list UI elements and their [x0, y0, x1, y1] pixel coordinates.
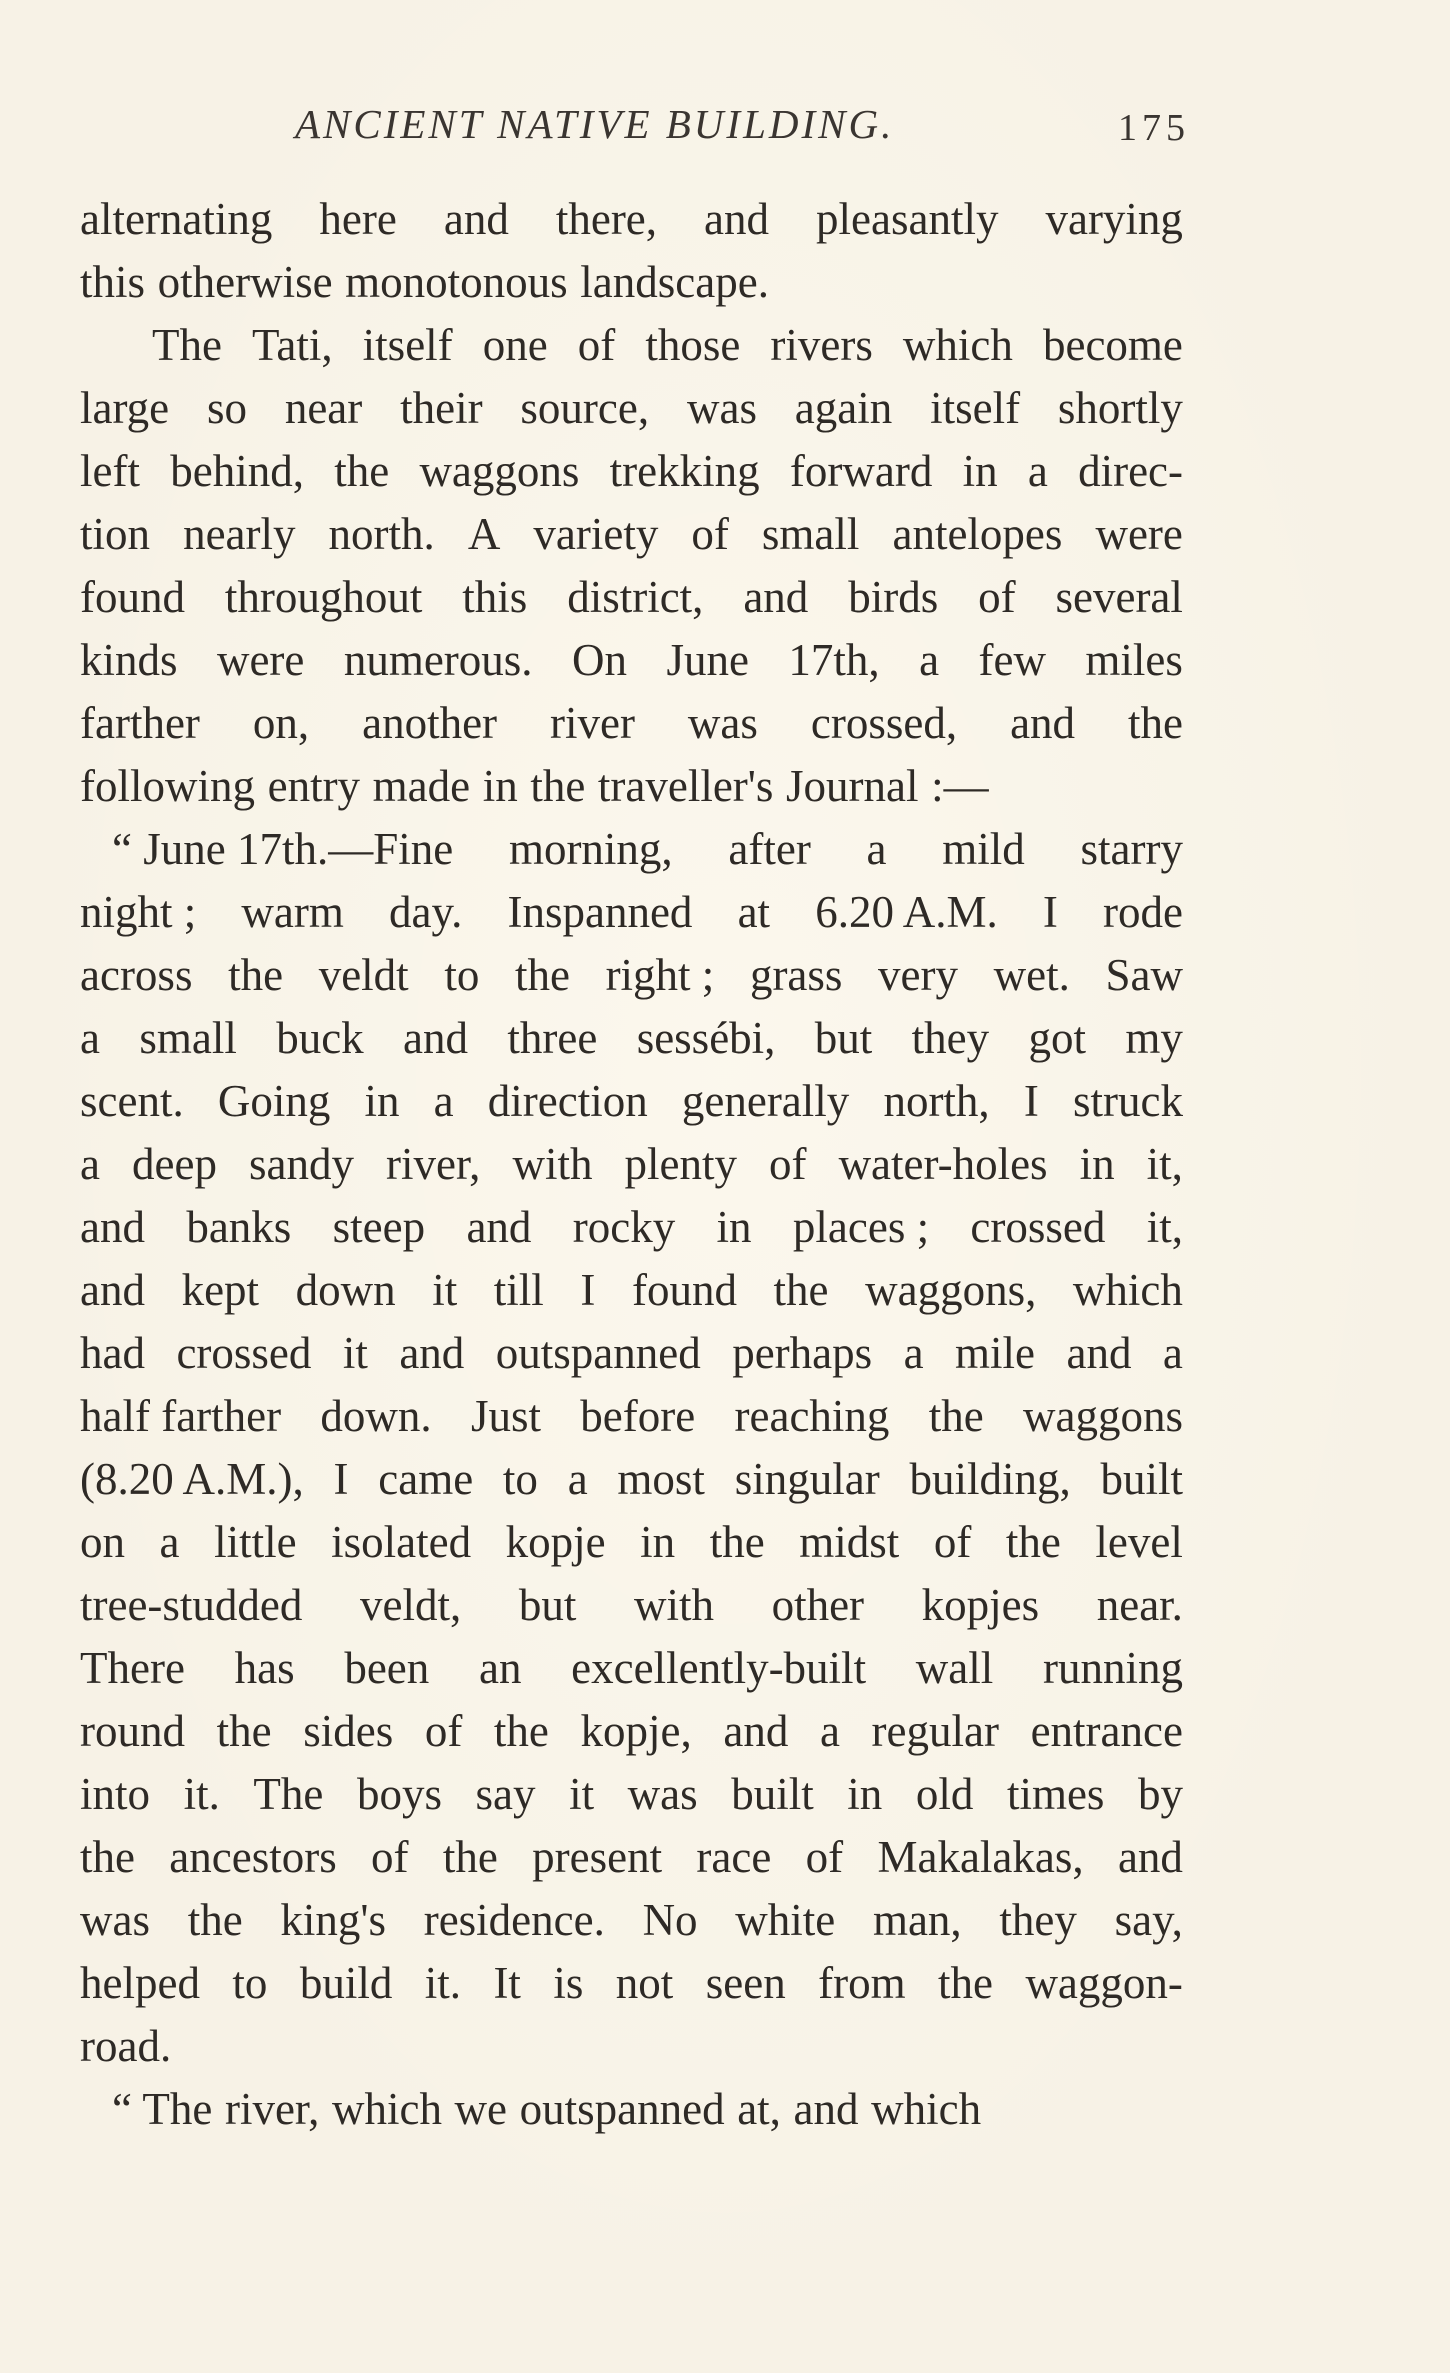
text-word: the [1005, 1517, 1061, 1567]
text-word: round [80, 1706, 185, 1756]
text-word: source, [520, 383, 650, 433]
text-word: On [572, 635, 627, 685]
text-word: forward [789, 446, 933, 496]
text-word: which [331, 2084, 442, 2134]
text-word: waggons [419, 446, 580, 496]
text-line [80, 566, 1183, 629]
text-word: antelopes [892, 509, 1063, 559]
text-word: it. [424, 1958, 462, 2008]
text-word: mile [955, 1328, 1036, 1378]
text-word: north. [328, 509, 435, 559]
running-head-title: ANCIENT NATIVE BUILDING. [295, 101, 895, 147]
text-word: tree-studded [80, 1580, 303, 1630]
text-word: following [80, 761, 255, 811]
text-word: kopjes [921, 1580, 1040, 1630]
text-word: the [773, 1265, 829, 1315]
text-word: kinds [80, 635, 178, 685]
text-word: made [372, 761, 471, 811]
text-word: right ; [605, 950, 715, 1000]
text-word: waggons, [865, 1265, 1037, 1315]
text-word: starry [1080, 824, 1183, 874]
text-word: those [645, 320, 741, 370]
text-word: perhaps [732, 1328, 873, 1378]
text-word: boys [356, 1769, 442, 1819]
text-word: regular [871, 1706, 999, 1756]
text-word: had [80, 1328, 145, 1378]
text-word: behind, [170, 446, 304, 496]
text-word: trekking [609, 446, 760, 496]
text-line [80, 944, 1183, 1007]
text-word: was [627, 1769, 698, 1819]
text-word: river, [224, 2084, 320, 2134]
text-word: their [400, 383, 483, 433]
text-word: crossed [176, 1328, 312, 1378]
text-word: helped [80, 1958, 200, 2008]
text-word: into [80, 1769, 151, 1819]
text-word: varying [1045, 194, 1183, 244]
text-word: most [617, 1454, 705, 1504]
text-word: district, [567, 572, 704, 622]
text-word: and [466, 1202, 532, 1252]
text-word: say [475, 1769, 536, 1819]
text-word: but [814, 1013, 873, 1063]
text-word: banks [186, 1202, 292, 1252]
text-word: north, [883, 1076, 990, 1126]
text-word: the [334, 446, 390, 496]
text-line [80, 1952, 1183, 2015]
text-word: here [319, 194, 397, 244]
text-word: found [631, 1265, 737, 1315]
text-word: kopje, [580, 1706, 692, 1756]
text-word: Going [217, 1076, 331, 1126]
text-word: the [514, 950, 570, 1000]
text-word: It [493, 1958, 521, 2008]
text-word: tion [80, 509, 151, 559]
text-line [80, 1133, 1183, 1196]
text-word: morning, [508, 824, 673, 874]
text-word: running [1042, 1643, 1183, 1693]
text-word: in [962, 446, 998, 496]
text-word: Saw [1105, 950, 1183, 1000]
text-word: outspanned [519, 2084, 725, 2134]
text-word: the [928, 1391, 984, 1441]
text-word: itself [362, 320, 453, 370]
text-word: rivers [770, 320, 873, 370]
text-word: in [1079, 1139, 1115, 1189]
text-word: numerous. [343, 635, 533, 685]
text-word: of [933, 1517, 972, 1567]
text-word: reaching [734, 1391, 890, 1441]
text-line [80, 1763, 1183, 1826]
text-word: kopje [505, 1517, 606, 1567]
text-word: Just [470, 1391, 541, 1441]
text-word: a [80, 1013, 100, 1063]
text-word: river, [386, 1139, 481, 1189]
text-word: the [938, 1958, 994, 2008]
text-word: down [295, 1265, 396, 1315]
text-word: three [507, 1013, 598, 1063]
text-word: to [502, 1454, 538, 1504]
text-word: came [378, 1454, 474, 1504]
text-word: it [342, 1328, 368, 1378]
text-word: man, [872, 1895, 962, 1945]
text-word: night ; [80, 887, 197, 937]
text-word: so [206, 383, 247, 433]
text-word: sides [303, 1706, 394, 1756]
text-line [80, 818, 1183, 881]
text-word: warm [241, 887, 344, 937]
text-word: plenty [624, 1139, 737, 1189]
text-word: become [1042, 320, 1183, 370]
text-word: before [580, 1391, 696, 1441]
text-word: Tati, [252, 320, 333, 370]
text-word: wall [915, 1643, 994, 1693]
text-line [80, 440, 1183, 503]
text-word: mild [942, 824, 1025, 874]
text-word: found [80, 572, 185, 622]
text-line [80, 251, 1183, 314]
text-word: places ; [792, 1202, 930, 1252]
text-word: to [232, 1958, 268, 2008]
text-line [80, 188, 1183, 251]
text-line [80, 1322, 1183, 1385]
text-word: again [794, 383, 893, 433]
text-word: with [633, 1580, 714, 1630]
text-word: but [518, 1580, 577, 1630]
text-word: A [467, 509, 501, 559]
text-word: a [567, 1454, 588, 1504]
text-word: 6.20 A.M. [815, 887, 998, 937]
text-word: and [793, 2084, 859, 2134]
text-word: was [80, 1895, 150, 1945]
text-word: this [462, 572, 528, 622]
text-word: my [1125, 1013, 1183, 1063]
text-word: this [80, 257, 146, 307]
text-line [80, 1700, 1183, 1763]
text-word: kept [181, 1265, 260, 1315]
body-text [80, 188, 1183, 2141]
text-word: Inspanned [507, 887, 693, 937]
text-word: built [1100, 1454, 1183, 1504]
text-word: the [442, 1832, 498, 1882]
text-word: not [615, 1958, 674, 2008]
text-word: throughout [224, 572, 423, 622]
text-word: waggon- [1025, 1958, 1183, 2008]
text-line [80, 1007, 1183, 1070]
text-word: and [443, 194, 509, 244]
text-word: Makalakas, [877, 1832, 1084, 1882]
text-word: we [454, 2084, 508, 2134]
text-word: they [911, 1013, 990, 1063]
text-word: and [80, 1202, 145, 1252]
text-word: traveller's [597, 761, 774, 811]
text-word: a [159, 1517, 180, 1567]
text-word: it [432, 1265, 458, 1315]
text-line [80, 377, 1183, 440]
text-word: entrance [1030, 1706, 1183, 1756]
text-word: :— [931, 761, 989, 811]
text-word: the [709, 1517, 765, 1567]
text-word: large [80, 383, 170, 433]
text-word: and [399, 1328, 465, 1378]
text-word: the [530, 761, 586, 811]
text-word: veldt [318, 950, 409, 1000]
text-word: river [550, 698, 635, 748]
text-word: across [80, 950, 193, 1000]
text-word: which [1072, 1265, 1183, 1315]
text-word: The [152, 320, 222, 370]
text-word: the [493, 1706, 549, 1756]
text-word: excellently-built [571, 1643, 867, 1693]
text-word: it [569, 1769, 595, 1819]
text-word: and [1117, 1832, 1183, 1882]
text-word: grass [749, 950, 843, 1000]
text-word: a [819, 1706, 840, 1756]
text-word: ancestors [169, 1832, 337, 1882]
text-word: outspanned [495, 1328, 701, 1378]
text-word: veldt, [360, 1580, 462, 1630]
text-word: and [743, 572, 809, 622]
text-word: till [493, 1265, 544, 1315]
text-word: level [1095, 1517, 1183, 1567]
text-word: was [687, 698, 758, 748]
text-word: Journal [786, 761, 919, 811]
text-word: sandy [249, 1139, 354, 1189]
text-word: a [1027, 446, 1048, 496]
text-word: (8.20 A.M.), [80, 1454, 304, 1504]
text-word: times [1006, 1769, 1105, 1819]
text-word: at [737, 887, 771, 937]
text-word: rocky [572, 1202, 676, 1252]
text-word: and [80, 1265, 145, 1315]
text-word: birds [848, 572, 939, 622]
text-word: crossed, [810, 698, 958, 748]
text-word: and [1010, 698, 1076, 748]
text-word: day. [389, 887, 463, 937]
text-word: white [735, 1895, 836, 1945]
text-word: been [344, 1643, 430, 1693]
text-word: were [216, 635, 305, 685]
text-line [80, 2078, 1183, 2141]
text-word: 17th, [788, 635, 880, 685]
text-word: waggons [1023, 1391, 1183, 1441]
text-word: small [761, 509, 860, 559]
text-word: to [444, 950, 480, 1000]
text-word: of [805, 1832, 844, 1882]
text-word: built [731, 1769, 814, 1819]
text-word: several [1055, 572, 1183, 622]
text-line [80, 314, 1183, 377]
text-word: “ June 17th.—Fine [112, 824, 454, 874]
text-word: generally [681, 1076, 850, 1126]
text-word: from [818, 1958, 906, 2008]
text-word: building, [909, 1454, 1071, 1504]
text-word: near. [1096, 1580, 1183, 1630]
text-word: very [878, 950, 959, 1000]
running-head [80, 100, 1190, 160]
text-word: of [691, 509, 729, 559]
text-line [80, 881, 1183, 944]
text-line [80, 1448, 1183, 1511]
text-line [80, 755, 1183, 818]
text-word: I [1023, 1076, 1039, 1126]
text-word: half farther [80, 1391, 282, 1441]
text-word: June [666, 635, 749, 685]
text-word: race [696, 1832, 772, 1882]
text-word: a [433, 1076, 454, 1126]
text-word: road. [80, 2021, 172, 2071]
text-word: I [580, 1265, 596, 1315]
text-word: of [424, 1706, 463, 1756]
text-line [80, 629, 1183, 692]
text-word: the [187, 1895, 243, 1945]
text-word: of [978, 572, 1016, 622]
text-word: and [1066, 1328, 1132, 1378]
text-word: landscape. [580, 257, 769, 307]
text-word: a [80, 1139, 100, 1189]
text-word: got [1028, 1013, 1087, 1063]
text-line [80, 1511, 1183, 1574]
text-word: down. [320, 1391, 432, 1441]
text-word: was [686, 383, 757, 433]
text-word: wet. [993, 950, 1070, 1000]
text-line [80, 1259, 1183, 1322]
text-word: a [1162, 1328, 1183, 1378]
text-word: it, [1146, 1202, 1183, 1252]
text-word: “ The [112, 2084, 213, 2134]
text-word: a [919, 635, 940, 685]
text-word: rode [1103, 887, 1183, 937]
text-word: deep [132, 1139, 217, 1189]
text-word: struck [1072, 1076, 1183, 1126]
text-line [80, 1889, 1183, 1952]
text-word: residence. [423, 1895, 605, 1945]
text-word: were [1095, 509, 1183, 559]
text-word: near [284, 383, 363, 433]
text-line [80, 503, 1183, 566]
text-word: left [80, 446, 140, 496]
text-word: the [228, 950, 284, 1000]
text-word: and [723, 1706, 789, 1756]
text-word: is [553, 1958, 584, 2008]
text-word: of [577, 320, 616, 370]
text-word: an [478, 1643, 522, 1693]
text-word: and [704, 194, 770, 244]
text-word: by [1138, 1769, 1183, 1819]
text-word: in [847, 1769, 883, 1819]
text-word: midst [799, 1517, 900, 1567]
text-word: No [642, 1895, 698, 1945]
text-word: sessébi, [636, 1013, 776, 1063]
text-line [80, 692, 1183, 755]
text-word: The [253, 1769, 324, 1819]
text-word: in [482, 761, 518, 811]
text-word: at, [737, 2084, 781, 2134]
text-word: old [915, 1769, 974, 1819]
text-word: the [216, 1706, 272, 1756]
text-word: I [333, 1454, 349, 1504]
text-word: other [771, 1580, 865, 1630]
text-line [80, 1574, 1183, 1637]
text-word: the [80, 1832, 135, 1882]
text-word: with [512, 1139, 593, 1189]
text-word: a [903, 1328, 924, 1378]
text-word: isolated [331, 1517, 472, 1567]
text-word: entry [267, 761, 361, 811]
text-word: there, [555, 194, 658, 244]
text-line [80, 1637, 1183, 1700]
text-word: small [139, 1013, 237, 1063]
text-word: has [234, 1643, 295, 1693]
text-word: little [214, 1517, 297, 1567]
text-word: farther [80, 698, 200, 748]
text-word: of [371, 1832, 409, 1882]
page-number: 175 [1118, 107, 1190, 149]
text-word: after [728, 824, 811, 874]
text-line [80, 1196, 1183, 1259]
text-word: There [80, 1643, 185, 1693]
text-word: in [640, 1517, 676, 1567]
text-word: and [403, 1013, 469, 1063]
text-word: miles [1085, 635, 1183, 685]
text-word: alternating [80, 194, 273, 244]
text-line [80, 1826, 1183, 1889]
text-word: direction [487, 1076, 648, 1126]
text-word: I [1042, 887, 1058, 937]
text-word: in [364, 1076, 400, 1126]
text-word: water-holes [838, 1139, 1048, 1189]
text-word: scent. [80, 1076, 184, 1126]
text-word: variety [533, 509, 659, 559]
text-word: itself [930, 383, 1021, 433]
text-word: they [999, 1895, 1077, 1945]
text-line [80, 2015, 1183, 2078]
text-word: buck [276, 1013, 364, 1063]
text-word: steep [332, 1202, 426, 1252]
text-word: of [769, 1139, 807, 1189]
text-word: pleasantly [816, 194, 999, 244]
text-word: the [1128, 698, 1183, 748]
text-word: otherwise [157, 257, 333, 307]
text-word: which [902, 320, 1013, 370]
text-word: in [716, 1202, 752, 1252]
text-word: say, [1114, 1895, 1183, 1945]
text-word: another [362, 698, 498, 748]
text-line [80, 1070, 1183, 1133]
text-word: a [866, 824, 887, 874]
text-word: on, [252, 698, 310, 748]
text-word: few [978, 635, 1046, 685]
text-word: singular [734, 1454, 880, 1504]
text-word: present [532, 1832, 663, 1882]
text-word: one [482, 320, 548, 370]
text-word: it, [1146, 1139, 1183, 1189]
text-word: seen [705, 1958, 786, 2008]
text-word: on [80, 1517, 125, 1567]
text-word: monotonous [345, 257, 568, 307]
text-word: shortly [1057, 383, 1183, 433]
text-word: which [871, 2084, 982, 2134]
text-word: crossed [970, 1202, 1106, 1252]
text-word: nearly [183, 509, 296, 559]
text-word: it. [183, 1769, 220, 1819]
text-word: king's [280, 1895, 386, 1945]
text-line [80, 1385, 1183, 1448]
text-word: build [299, 1958, 393, 2008]
text-word: direc- [1078, 446, 1183, 496]
